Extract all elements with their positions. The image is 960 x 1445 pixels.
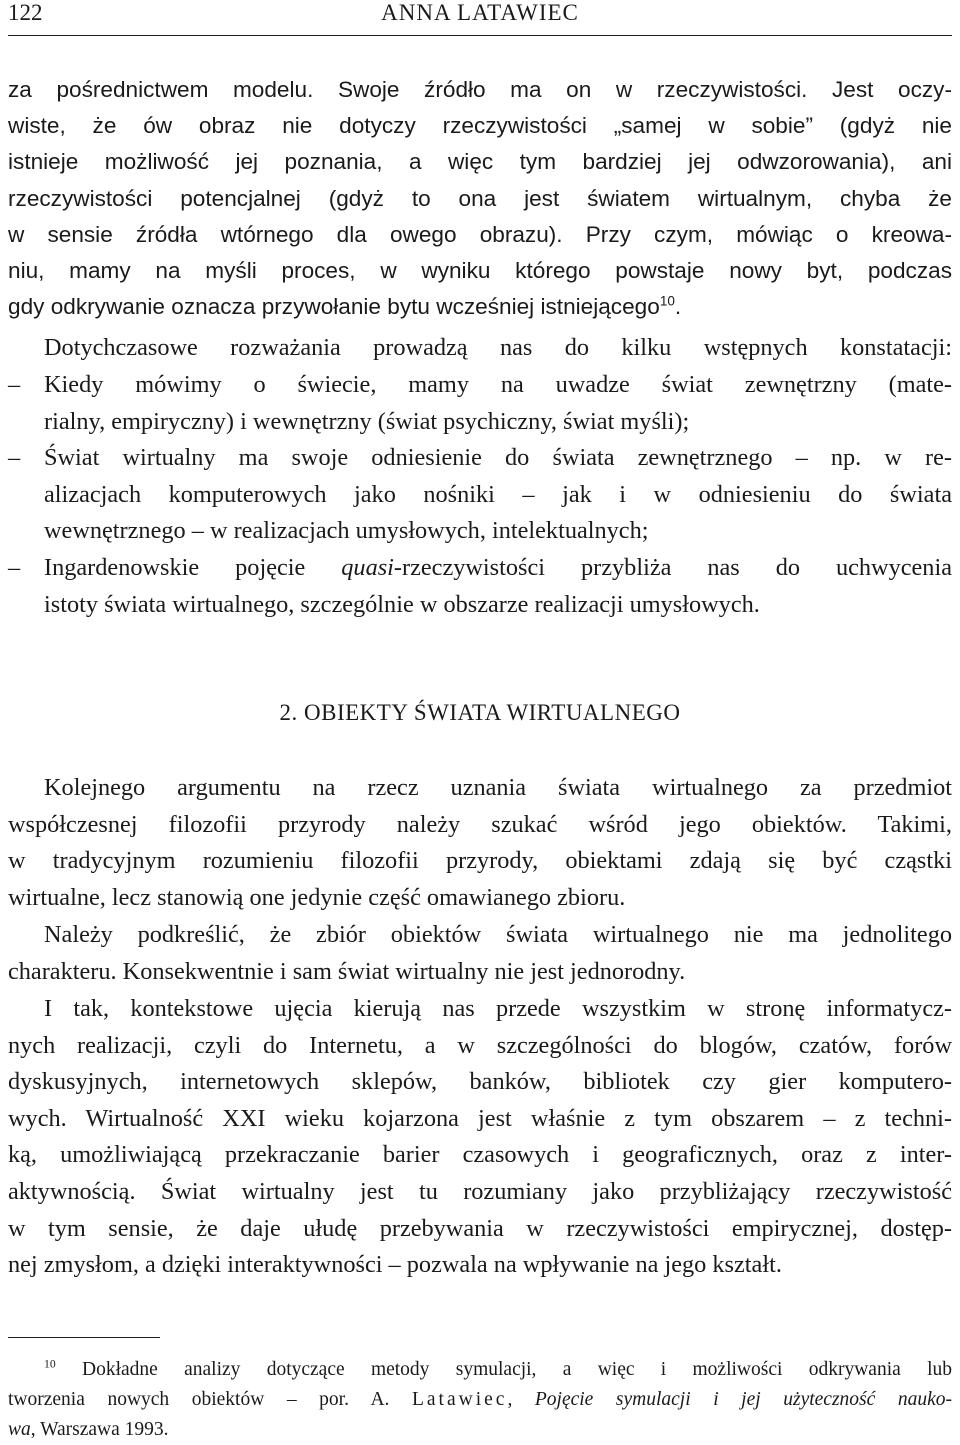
text-line: Kiedy mówimy o świecie, mamy na uwadze świat zewnętrzny (mate- bbox=[44, 371, 952, 398]
text-line: współczesnej filozofii przyrody należy szukać wśród jego obiektów. Takimi, bbox=[8, 810, 952, 838]
body-paragraph bbox=[8, 991, 952, 1284]
text-line: charakteru. Konsekwentnie i sam świat wirtualny nie jest jednorodny. bbox=[8, 957, 686, 985]
text-line-last bbox=[8, 289, 952, 325]
footnote bbox=[8, 1355, 952, 1445]
running-head-author: ANNA LATAWIEC bbox=[381, 0, 579, 25]
header-rule bbox=[8, 35, 952, 36]
list-dash: – bbox=[8, 371, 21, 398]
section-heading: 2. OBIEKTY ŚWIATA WIRTUALNEGO bbox=[279, 700, 681, 725]
footnote-text: tworzenia nowych obiektów – por. A. bbox=[8, 1389, 412, 1410]
footnote-line bbox=[8, 1415, 952, 1445]
text-line: Dotychczasowe rozważania prowadzą nas do kilku wstępnych konstatacji: bbox=[44, 334, 952, 361]
footnote-rule bbox=[8, 1337, 160, 1338]
text-line: Świat wirtualny ma swoje odniesienie do świata zewnętrznego – np. w re- bbox=[44, 444, 952, 471]
text-line: I tak, kontekstowe ujęcia kierują nas przede wszystkim w stronę informatycz- bbox=[44, 995, 952, 1022]
text-line: wych. Wirtualność XXI wieku kojarzona jest właśnie z tym obszarem – z techni- bbox=[8, 1104, 952, 1132]
conclusions-intro bbox=[8, 330, 952, 367]
footnote-title: wa bbox=[8, 1419, 31, 1440]
text-line: nej zmysłom, a dzięki interaktywności – pozwala na wpływanie na jego kształt. bbox=[8, 1251, 782, 1279]
footnote-text: , Warszawa 1993. bbox=[30, 1419, 169, 1440]
list-item bbox=[44, 367, 952, 440]
text-line: alizacjach komputerowych jako nośniki – jak i w odniesieniu do świata bbox=[44, 480, 952, 508]
footnote-number: 10 bbox=[44, 1357, 56, 1371]
text-line: wirtualne, lecz stanowią one jedynie część omawianego zbioru. bbox=[8, 883, 626, 911]
list-item bbox=[44, 440, 952, 550]
page-number: 122 bbox=[8, 0, 43, 25]
footnote-author: Latawiec bbox=[411, 1389, 508, 1410]
body-paragraph bbox=[8, 770, 952, 916]
paragraph-continuation bbox=[8, 72, 952, 325]
text-line: wiste, że ów obraz nie dotyczy rzeczywistości „samej w sobie” (gdyż nie bbox=[8, 113, 952, 139]
text-line: za pośrednictwem modelu. Swoje źródło ma on w rzeczywistości. Jest oczy- bbox=[8, 77, 952, 102]
footnote-line bbox=[8, 1355, 952, 1385]
text-line: w tradycyjnym rozumieniu filozofii przyrody, obiektami zdają się być cząstki bbox=[8, 847, 952, 875]
text-run: Ingardenowskie pojęcie bbox=[44, 554, 342, 581]
text-line: nych realizacji, czyli do Internetu, a w szczególności do blogów, czatów, forów bbox=[8, 1031, 952, 1059]
text-line: rialny, empiryczny) i wewnętrzny (świat psychiczny, świat myśli); bbox=[44, 407, 690, 435]
text-line: istoty świata wirtualnego, szczególnie w obszarze realizacji umysłowych. bbox=[44, 590, 760, 618]
text-line bbox=[44, 550, 952, 587]
body-paragraph bbox=[8, 917, 952, 990]
text-line: Należy podkreślić, że zbiór obiektów świata wirtualnego nie ma jednolitego bbox=[44, 921, 952, 948]
italic-term: quasi bbox=[341, 554, 394, 581]
list-item bbox=[44, 550, 952, 623]
text-line: wewnętrznego – w realizacjach umysłowych, intelektualnych; bbox=[44, 517, 649, 545]
footnote-text: , bbox=[507, 1389, 535, 1410]
page-header bbox=[8, 0, 952, 30]
list-dash: – bbox=[8, 444, 21, 471]
text-line: aktywnością. Świat wirtualny jest tu rozumiany jako przybliżający rzeczywistość bbox=[8, 1177, 952, 1205]
text-run: -rzeczywistości przybliża nas do uchwycenia bbox=[393, 554, 952, 581]
text-line: w sensie źródła wtórnego dla owego obrazu). Przy czym, mówiąc o kreowa- bbox=[8, 221, 952, 247]
text-line: niu, mamy na myśli proces, w wyniku którego powstaje nowy byt, podczas bbox=[8, 258, 952, 284]
text-line-end: . bbox=[674, 294, 682, 320]
text-line: Kolejnego argumentu na rzecz uznania świata wirtualnego za przedmiot bbox=[44, 774, 952, 801]
text-line-content: gdy odkrywanie oznacza przywołanie bytu wcześniej istniejącego bbox=[8, 294, 660, 320]
list-dash: – bbox=[8, 554, 21, 581]
text-line: istnieje możliwość jej poznania, a więc tym bardziej jej odwzorowania), ani bbox=[8, 149, 952, 175]
footnote-text: Dokładne analizy dotyczące metody symulacji, a więc i możliwości odkrywania lub bbox=[55, 1359, 952, 1380]
text-line: ką, umożliwiającą przekraczanie barier czasowych i geograficznych, oraz z inter- bbox=[8, 1141, 952, 1169]
footnote-line bbox=[8, 1385, 952, 1415]
text-line: w tym sensie, że daje ułudę przebywania w rzeczywistości empirycznej, dostęp- bbox=[8, 1214, 952, 1242]
footnote-title: Pojęcie symulacji i jej użyteczność nauko- bbox=[534, 1389, 952, 1410]
footnote-reference[interactable]: 10 bbox=[659, 293, 675, 309]
text-line: dyskusyjnych, internetowych sklepów, banków, bibliotek czy gier komputero- bbox=[8, 1068, 952, 1096]
text-line: rzeczywistości potencjalnej (gdyż to ona jest światem wirtualnym, chyba że bbox=[8, 185, 952, 211]
